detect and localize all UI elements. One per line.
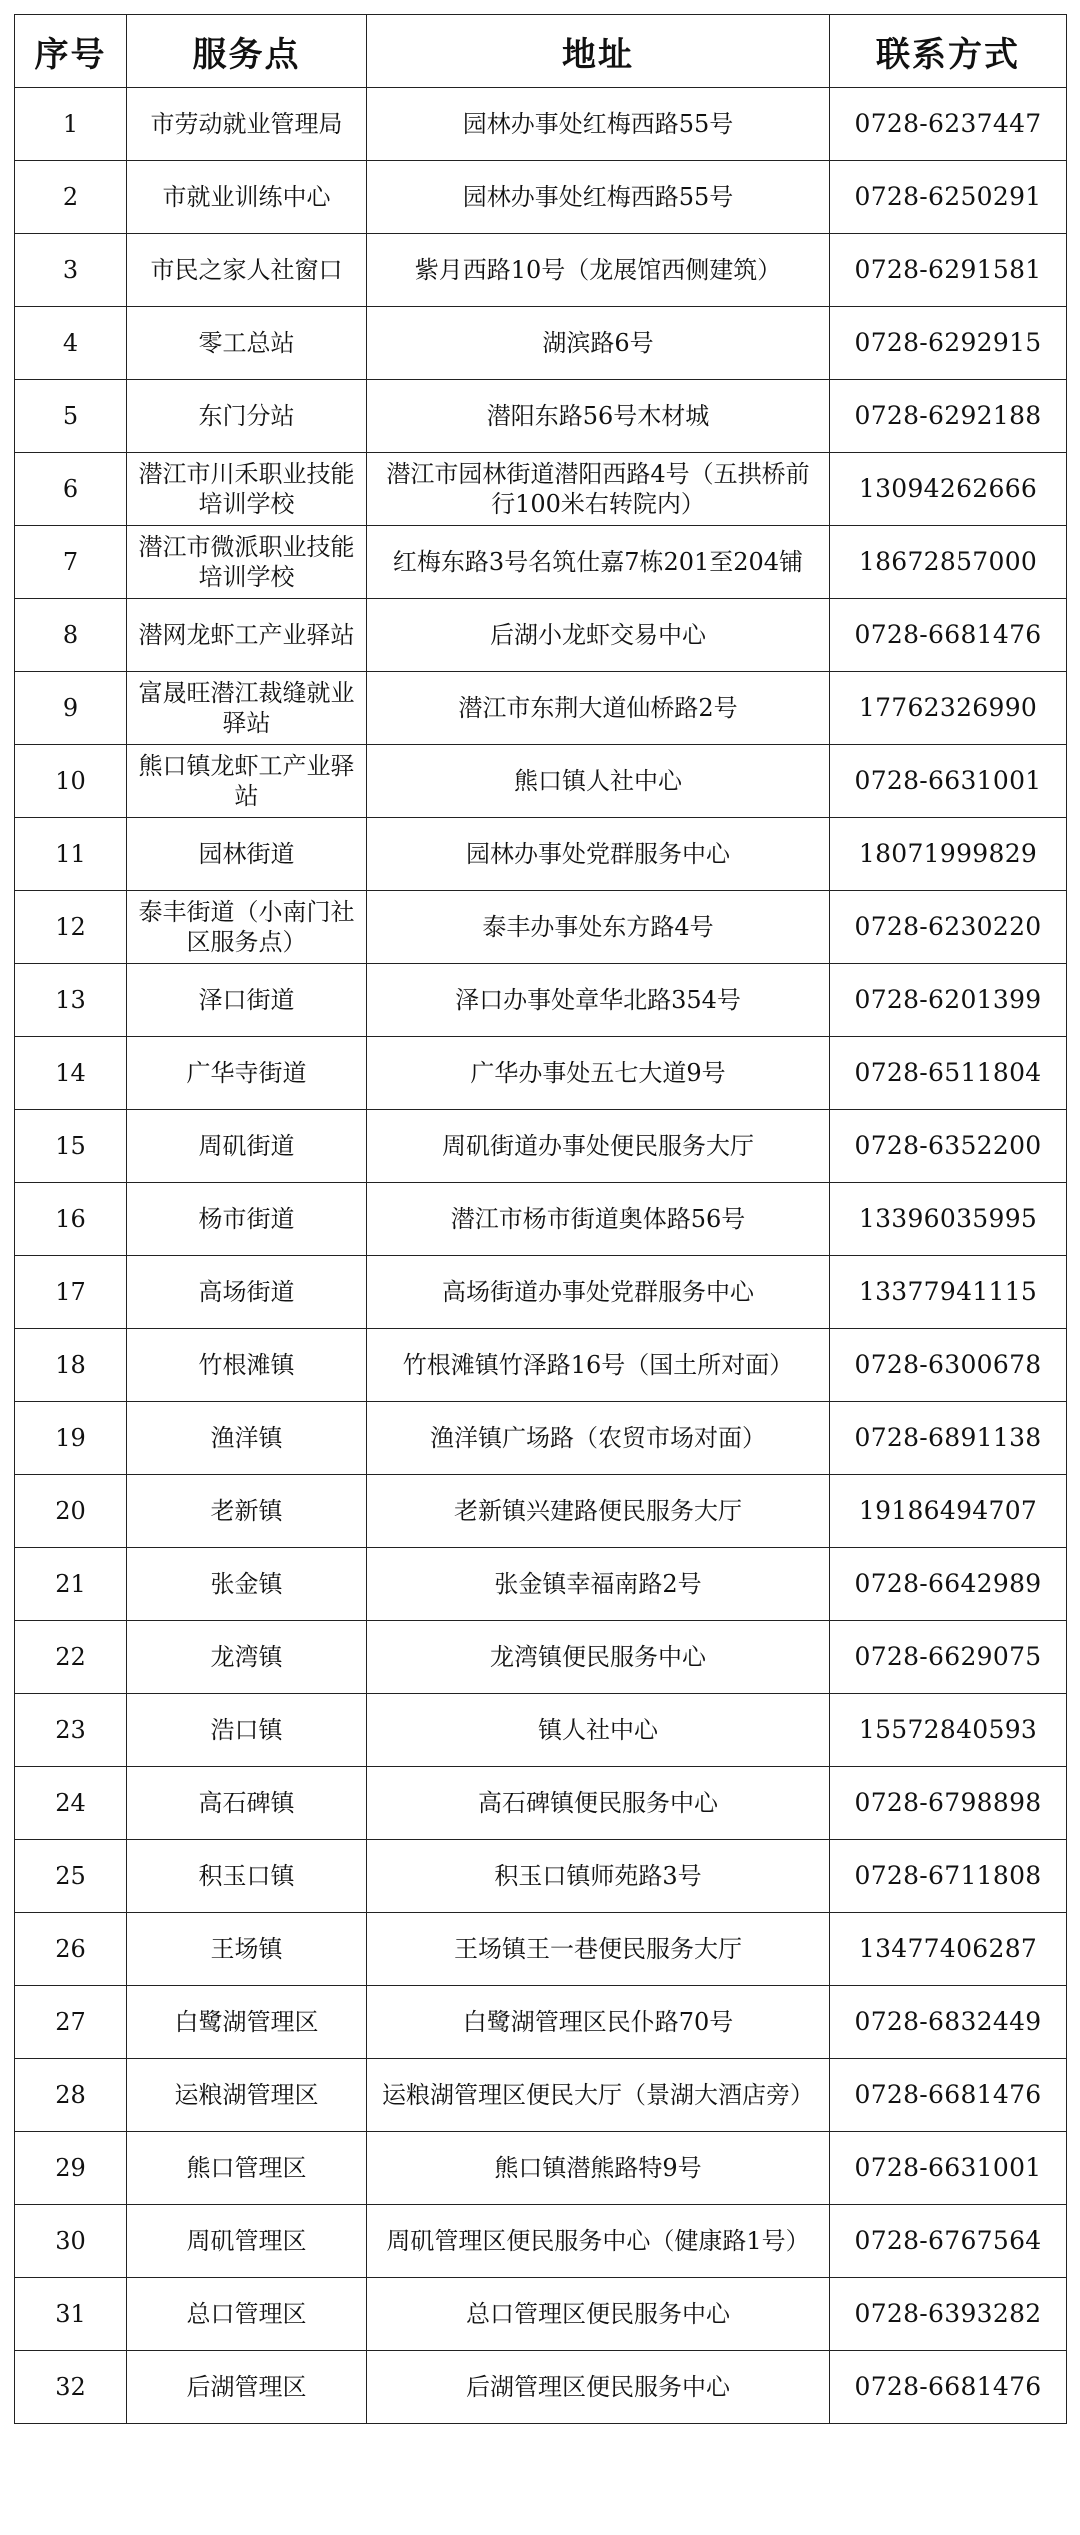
service-point-cell: 市劳动就业管理局 bbox=[127, 88, 367, 161]
seq-cell: 6 bbox=[15, 453, 127, 526]
table-row bbox=[15, 1767, 1067, 1840]
service-point-cell: 东门分站 bbox=[127, 380, 367, 453]
service-point-cell: 泰丰街道（小南门社区服务点） bbox=[127, 891, 367, 964]
service-point-cell: 周矶管理区 bbox=[127, 2205, 367, 2278]
seq-cell: 7 bbox=[15, 526, 127, 599]
table-row bbox=[15, 891, 1067, 964]
phone-cell: 0728-6300678 bbox=[830, 1329, 1067, 1402]
phone-cell: 0728-6292188 bbox=[830, 380, 1067, 453]
seq-cell: 9 bbox=[15, 672, 127, 745]
seq-cell: 4 bbox=[15, 307, 127, 380]
phone-cell: 0728-6629075 bbox=[830, 1621, 1067, 1694]
table-row bbox=[15, 818, 1067, 891]
seq-cell: 24 bbox=[15, 1767, 127, 1840]
table-row bbox=[15, 1913, 1067, 1986]
phone-cell: 19186494707 bbox=[830, 1475, 1067, 1548]
phone-cell: 18071999829 bbox=[830, 818, 1067, 891]
table-row bbox=[15, 2278, 1067, 2351]
service-point-cell: 周矶街道 bbox=[127, 1110, 367, 1183]
address-cell: 红梅东路3号名筑仕嘉7栋201至204铺 bbox=[367, 526, 830, 599]
seq-cell: 16 bbox=[15, 1183, 127, 1256]
phone-cell: 0728-6230220 bbox=[830, 891, 1067, 964]
seq-cell: 26 bbox=[15, 1913, 127, 1986]
table-row bbox=[15, 1402, 1067, 1475]
table-row bbox=[15, 453, 1067, 526]
table-row bbox=[15, 2059, 1067, 2132]
table-row bbox=[15, 1183, 1067, 1256]
address-cell: 竹根滩镇竹泽路16号（国土所对面） bbox=[367, 1329, 830, 1402]
seq-cell: 31 bbox=[15, 2278, 127, 2351]
service-point-cell: 广华寺街道 bbox=[127, 1037, 367, 1110]
address-cell: 园林办事处红梅西路55号 bbox=[367, 161, 830, 234]
seq-cell: 23 bbox=[15, 1694, 127, 1767]
seq-cell: 8 bbox=[15, 599, 127, 672]
address-cell: 运粮湖管理区便民大厅（景湖大酒店旁） bbox=[367, 2059, 830, 2132]
seq-cell: 12 bbox=[15, 891, 127, 964]
phone-cell: 13377941115 bbox=[830, 1256, 1067, 1329]
seq-cell: 2 bbox=[15, 161, 127, 234]
address-cell: 广华办事处五七大道9号 bbox=[367, 1037, 830, 1110]
table-row bbox=[15, 964, 1067, 1037]
service-point-cell: 潜江市微派职业技能培训学校 bbox=[127, 526, 367, 599]
seq-cell: 5 bbox=[15, 380, 127, 453]
service-point-cell: 园林街道 bbox=[127, 818, 367, 891]
phone-cell: 0728-6511804 bbox=[830, 1037, 1067, 1110]
service-point-cell: 熊口镇龙虾工产业驿站 bbox=[127, 745, 367, 818]
address-cell: 积玉口镇师苑路3号 bbox=[367, 1840, 830, 1913]
table-row bbox=[15, 2351, 1067, 2424]
table-row bbox=[15, 2205, 1067, 2278]
header-service-point: 服务点 bbox=[127, 15, 367, 88]
header-contact: 联系方式 bbox=[830, 15, 1067, 88]
address-cell: 后湖管理区便民服务中心 bbox=[367, 2351, 830, 2424]
address-cell: 后湖小龙虾交易中心 bbox=[367, 599, 830, 672]
service-point-cell: 王场镇 bbox=[127, 1913, 367, 1986]
address-cell: 潜江市杨市街道奥体路56号 bbox=[367, 1183, 830, 1256]
address-cell: 熊口镇人社中心 bbox=[367, 745, 830, 818]
phone-cell: 0728-6631001 bbox=[830, 745, 1067, 818]
seq-cell: 14 bbox=[15, 1037, 127, 1110]
service-points-table bbox=[14, 14, 1067, 2424]
phone-cell: 18672857000 bbox=[830, 526, 1067, 599]
phone-cell: 13396035995 bbox=[830, 1183, 1067, 1256]
service-point-cell: 潜江市川禾职业技能培训学校 bbox=[127, 453, 367, 526]
table-row bbox=[15, 745, 1067, 818]
phone-cell: 0728-6237447 bbox=[830, 88, 1067, 161]
phone-cell: 0728-6681476 bbox=[830, 2351, 1067, 2424]
seq-cell: 30 bbox=[15, 2205, 127, 2278]
service-point-cell: 市民之家人社窗口 bbox=[127, 234, 367, 307]
phone-cell: 0728-6711808 bbox=[830, 1840, 1067, 1913]
address-cell: 高场街道办事处党群服务中心 bbox=[367, 1256, 830, 1329]
phone-cell: 0728-6291581 bbox=[830, 234, 1067, 307]
phone-cell: 0728-6201399 bbox=[830, 964, 1067, 1037]
service-point-cell: 富晟旺潜江裁缝就业驿站 bbox=[127, 672, 367, 745]
address-cell: 总口管理区便民服务中心 bbox=[367, 2278, 830, 2351]
table-row bbox=[15, 526, 1067, 599]
header-seq: 序号 bbox=[15, 15, 127, 88]
address-cell: 泽口办事处章华北路354号 bbox=[367, 964, 830, 1037]
service-points-sheet bbox=[14, 14, 1066, 2522]
address-cell: 王场镇王一巷便民服务大厅 bbox=[367, 1913, 830, 1986]
service-point-cell: 后湖管理区 bbox=[127, 2351, 367, 2424]
service-point-cell: 积玉口镇 bbox=[127, 1840, 367, 1913]
phone-cell: 13094262666 bbox=[830, 453, 1067, 526]
service-point-cell: 泽口街道 bbox=[127, 964, 367, 1037]
seq-cell: 21 bbox=[15, 1548, 127, 1621]
address-cell: 园林办事处党群服务中心 bbox=[367, 818, 830, 891]
seq-cell: 27 bbox=[15, 1986, 127, 2059]
table-row bbox=[15, 88, 1067, 161]
address-cell: 张金镇幸福南路2号 bbox=[367, 1548, 830, 1621]
service-point-cell: 零工总站 bbox=[127, 307, 367, 380]
table-row bbox=[15, 234, 1067, 307]
seq-cell: 1 bbox=[15, 88, 127, 161]
service-point-cell: 高场街道 bbox=[127, 1256, 367, 1329]
service-point-cell: 运粮湖管理区 bbox=[127, 2059, 367, 2132]
seq-cell: 22 bbox=[15, 1621, 127, 1694]
table-row bbox=[15, 161, 1067, 234]
address-cell: 潜江市园林街道潜阳西路4号（五拱桥前行100米右转院内） bbox=[367, 453, 830, 526]
seq-cell: 19 bbox=[15, 1402, 127, 1475]
seq-cell: 11 bbox=[15, 818, 127, 891]
service-point-cell: 浩口镇 bbox=[127, 1694, 367, 1767]
seq-cell: 3 bbox=[15, 234, 127, 307]
table-row bbox=[15, 1110, 1067, 1183]
service-point-cell: 白鹭湖管理区 bbox=[127, 1986, 367, 2059]
table-header-row bbox=[15, 15, 1067, 88]
service-point-cell: 熊口管理区 bbox=[127, 2132, 367, 2205]
table-row bbox=[15, 599, 1067, 672]
address-cell: 潜阳东路56号木材城 bbox=[367, 380, 830, 453]
seq-cell: 28 bbox=[15, 2059, 127, 2132]
address-cell: 园林办事处红梅西路55号 bbox=[367, 88, 830, 161]
phone-cell: 0728-6798898 bbox=[830, 1767, 1067, 1840]
service-point-cell: 高石碑镇 bbox=[127, 1767, 367, 1840]
table-row bbox=[15, 1986, 1067, 2059]
table-row bbox=[15, 1621, 1067, 1694]
address-cell: 老新镇兴建路便民服务大厅 bbox=[367, 1475, 830, 1548]
address-cell: 镇人社中心 bbox=[367, 1694, 830, 1767]
table-row bbox=[15, 380, 1067, 453]
address-cell: 周矶街道办事处便民服务大厅 bbox=[367, 1110, 830, 1183]
address-cell: 白鹭湖管理区民仆路70号 bbox=[367, 1986, 830, 2059]
service-point-cell: 龙湾镇 bbox=[127, 1621, 367, 1694]
table-body bbox=[15, 88, 1067, 2424]
address-cell: 周矶管理区便民服务中心（健康路1号） bbox=[367, 2205, 830, 2278]
address-cell: 湖滨路6号 bbox=[367, 307, 830, 380]
table-row bbox=[15, 1548, 1067, 1621]
phone-cell: 0728-6832449 bbox=[830, 1986, 1067, 2059]
seq-cell: 10 bbox=[15, 745, 127, 818]
header-address: 地址 bbox=[367, 15, 830, 88]
phone-cell: 0728-6250291 bbox=[830, 161, 1067, 234]
address-cell: 紫月西路10号（龙展馆西侧建筑） bbox=[367, 234, 830, 307]
table-row bbox=[15, 1475, 1067, 1548]
seq-cell: 15 bbox=[15, 1110, 127, 1183]
phone-cell: 0728-6393282 bbox=[830, 2278, 1067, 2351]
phone-cell: 0728-6631001 bbox=[830, 2132, 1067, 2205]
service-point-cell: 潜网龙虾工产业驿站 bbox=[127, 599, 367, 672]
phone-cell: 0728-6642989 bbox=[830, 1548, 1067, 1621]
phone-cell: 15572840593 bbox=[830, 1694, 1067, 1767]
seq-cell: 18 bbox=[15, 1329, 127, 1402]
seq-cell: 32 bbox=[15, 2351, 127, 2424]
seq-cell: 17 bbox=[15, 1256, 127, 1329]
table-row bbox=[15, 1840, 1067, 1913]
service-point-cell: 市就业训练中心 bbox=[127, 161, 367, 234]
address-cell: 熊口镇潜熊路特9号 bbox=[367, 2132, 830, 2205]
phone-cell: 0728-6352200 bbox=[830, 1110, 1067, 1183]
address-cell: 高石碑镇便民服务中心 bbox=[367, 1767, 830, 1840]
service-point-cell: 老新镇 bbox=[127, 1475, 367, 1548]
address-cell: 龙湾镇便民服务中心 bbox=[367, 1621, 830, 1694]
seq-cell: 25 bbox=[15, 1840, 127, 1913]
phone-cell: 0728-6891138 bbox=[830, 1402, 1067, 1475]
seq-cell: 29 bbox=[15, 2132, 127, 2205]
service-point-cell: 竹根滩镇 bbox=[127, 1329, 367, 1402]
service-point-cell: 总口管理区 bbox=[127, 2278, 367, 2351]
address-cell: 泰丰办事处东方路4号 bbox=[367, 891, 830, 964]
service-point-cell: 张金镇 bbox=[127, 1548, 367, 1621]
table-row bbox=[15, 1256, 1067, 1329]
seq-cell: 20 bbox=[15, 1475, 127, 1548]
phone-cell: 0728-6292915 bbox=[830, 307, 1067, 380]
phone-cell: 0728-6767564 bbox=[830, 2205, 1067, 2278]
table-row bbox=[15, 1694, 1067, 1767]
address-cell: 渔洋镇广场路（农贸市场对面） bbox=[367, 1402, 830, 1475]
table-row bbox=[15, 307, 1067, 380]
table-row bbox=[15, 1037, 1067, 1110]
phone-cell: 0728-6681476 bbox=[830, 599, 1067, 672]
service-point-cell: 杨市街道 bbox=[127, 1183, 367, 1256]
table-row bbox=[15, 1329, 1067, 1402]
phone-cell: 0728-6681476 bbox=[830, 2059, 1067, 2132]
service-point-cell: 渔洋镇 bbox=[127, 1402, 367, 1475]
phone-cell: 17762326990 bbox=[830, 672, 1067, 745]
phone-cell: 13477406287 bbox=[830, 1913, 1067, 1986]
table-row bbox=[15, 672, 1067, 745]
seq-cell: 13 bbox=[15, 964, 127, 1037]
address-cell: 潜江市东荆大道仙桥路2号 bbox=[367, 672, 830, 745]
table-row bbox=[15, 2132, 1067, 2205]
